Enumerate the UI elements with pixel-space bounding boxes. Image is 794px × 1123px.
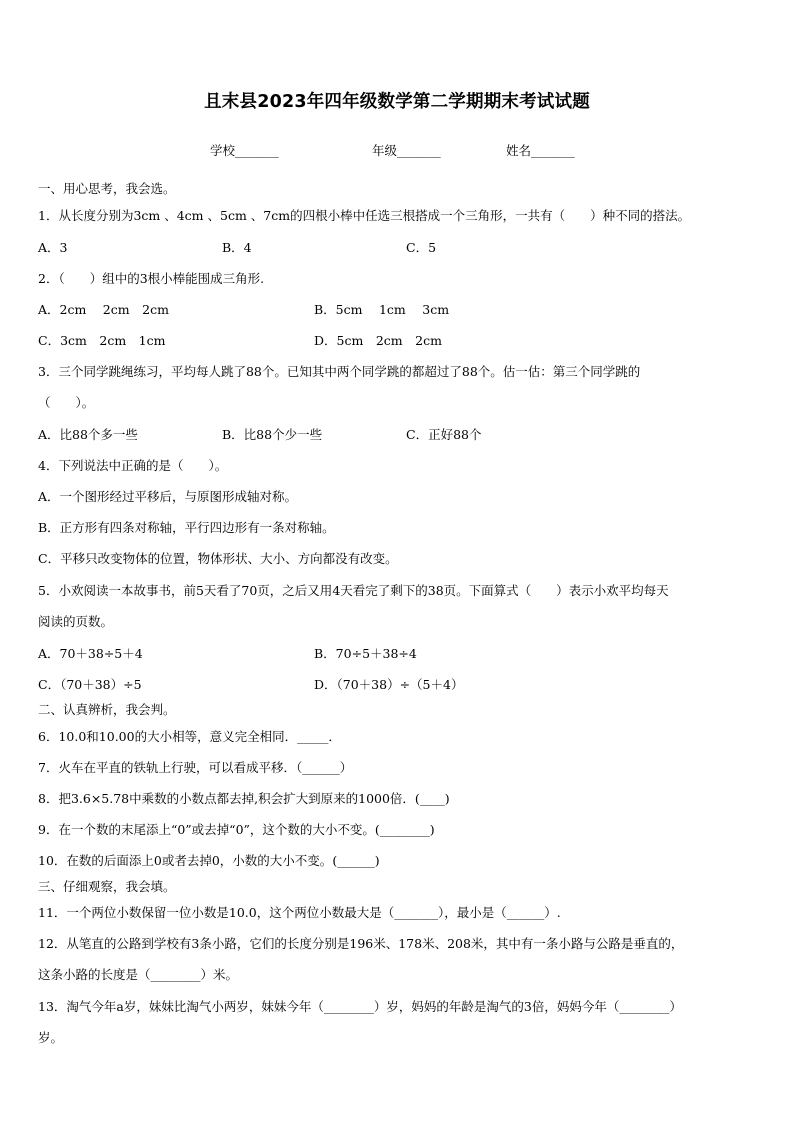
q4-option-a: A．一个图形经过平移后，与原图形成轴对称。 xyxy=(38,489,298,504)
section-2-heading: 二、认真辨析，我会判。 xyxy=(38,702,176,717)
q4-option-b: B．正方形有四条对称轴，平行四边形有一条对称轴。 xyxy=(38,520,335,535)
q5-option-b: B．70÷5＋38÷4 xyxy=(314,646,417,661)
q4-option-c: C．平移只改变物体的位置，物体形状、大小、方向都没有改变。 xyxy=(38,551,398,566)
question-5: 5．小欢阅读一本故事书，前5天看了70页，之后又用4天看完了剩下的38页。下面算式（ ）表示小欢平均每天 xyxy=(38,583,669,598)
school-field: 学校_______ xyxy=(210,143,279,158)
question-12-cont: 这条小路的长度是（________）米。 xyxy=(38,967,239,982)
q1-option-b: B．4 xyxy=(222,240,252,255)
question-10: 10．在数的后面添上0或者去掉0，小数的大小不变。(______) xyxy=(38,853,380,868)
question-4: 4．下列说法中正确的是（ ）。 xyxy=(38,458,228,473)
question-7: 7．火车在平直的铁轨上行驶，可以看成平移．（______） xyxy=(38,760,353,775)
question-9: 9．在一个数的末尾添上“0”或去掉“0”，这个数的大小不变。(________) xyxy=(38,822,435,837)
question-3-cont: （ ）。 xyxy=(38,395,95,410)
question-12: 12．从笔直的公路到学校有3条小路，它们的长度分别是196米、178米、208米，其中有一条小路与公路是垂直的， xyxy=(38,936,684,951)
question-6: 6．10.0和10.00的大小相等，意义完全相同．_____． xyxy=(38,729,341,744)
question-13-cont: 岁。 xyxy=(38,1030,64,1045)
q5-option-d: D．（70＋38）÷（5＋4） xyxy=(314,677,464,692)
grade-field: 年级_______ xyxy=(372,143,441,158)
q2-option-a: A．2cm 2cm 2cm xyxy=(38,302,169,317)
question-3: 3．三个同学跳绳练习，平均每人跳了88个。已知其中两个同学跳的都超过了88个。估一估：第三个同学跳的 xyxy=(38,364,641,379)
section-1-heading: 一、用心思考，我会选。 xyxy=(38,181,176,196)
question-13: 13．淘气今年a岁，妹妹比淘气小两岁，妹妹今年（________）岁，妈妈的年龄是淘气的3倍，妈妈今年（________） xyxy=(38,999,682,1014)
name-field: 姓名_______ xyxy=(506,143,575,158)
q3-option-a: A．比88个多一些 xyxy=(38,427,138,442)
q2-option-b: B．5cm 1cm 3cm xyxy=(314,302,450,317)
q3-option-c: C．正好88个 xyxy=(406,427,482,442)
page-title: 且末县2023年四年级数学第二学期期末考试试题 xyxy=(204,92,590,112)
question-11: 11．一个两位小数保留一位小数是10.0，这个两位小数最大是（_______），最小是（______）. xyxy=(38,905,561,920)
question-5-cont: 阅读的页数。 xyxy=(38,614,114,629)
q2-option-d: D．5cm 2cm 2cm xyxy=(314,333,442,348)
q5-option-a: A．70＋38÷5＋4 xyxy=(38,646,143,661)
q2-option-c: C．3cm 2cm 1cm xyxy=(38,333,166,348)
question-8: 8．把3.6×5.78中乘数的小数点都去掉,积会扩大到原来的1000倍．(____) xyxy=(38,791,450,806)
q5-option-c: C．（70＋38）÷5 xyxy=(38,677,142,692)
question-1: 1．从长度分别为3cm 、4cm 、5cm 、7cm的四根小棒中任选三根搭成一个三角形，一共有（ ）种不同的搭法。 xyxy=(38,208,691,223)
q1-option-c: C．5 xyxy=(406,240,437,255)
q1-option-a: A．3 xyxy=(38,240,68,255)
q3-option-b: B．比88个少一些 xyxy=(222,427,323,442)
section-3-heading: 三、仔细观察，我会填。 xyxy=(38,879,176,894)
question-2: 2．（ ）组中的3根小棒能围成三角形. xyxy=(38,271,265,286)
